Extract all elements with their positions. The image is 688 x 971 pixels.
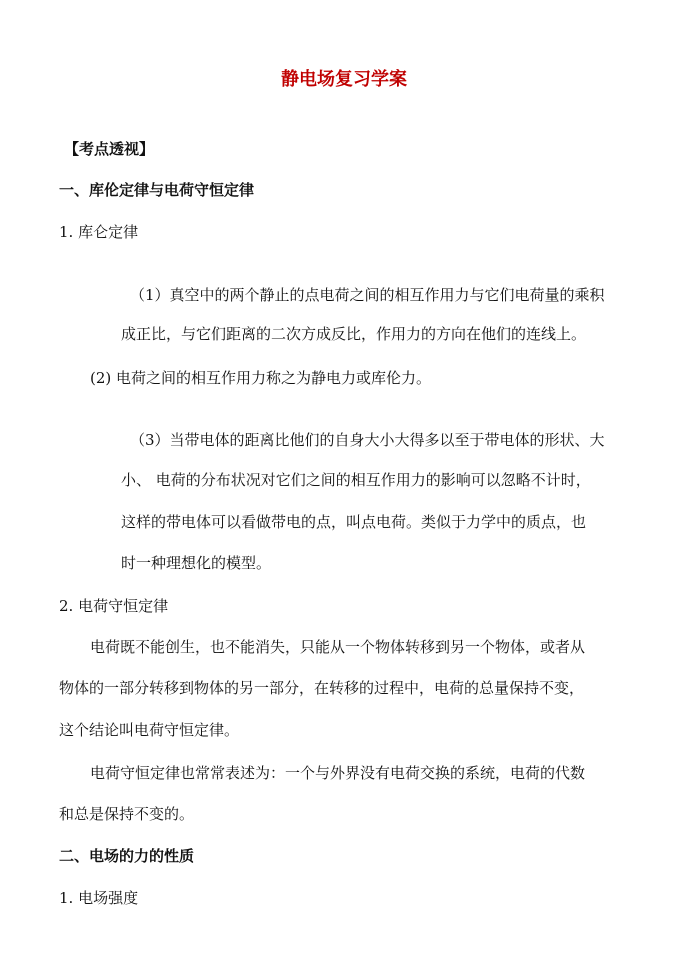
subheading-field-strength: 1. 电场强度: [59, 889, 139, 907]
paragraph-line: (2) 电荷之间的相互作用力称之为静电力或库伦力。: [90, 369, 432, 387]
heading-coulomb-and-charge-conservation: 一、库伦定律与电荷守恒定律: [59, 181, 255, 199]
heading-electric-field-force: 二、电场的力的性质: [59, 847, 195, 865]
subheading-charge-conservation: 2. 电荷守恒定律: [59, 597, 169, 615]
paragraph-line: 和总是保持不变的。: [59, 805, 195, 823]
paragraph-line: 时一种理想化的模型。: [121, 554, 272, 572]
paragraph-line: 物体的一部分转移到物体的另一部分，在转移的过程中，电荷的总量保持不变，: [59, 679, 585, 697]
subheading-coulomb-law: 1. 库仑定律: [59, 223, 139, 241]
paragraph-line: （3）当带电体的距离比他们的自身大小大得多以至于带电体的形状、大: [130, 431, 605, 449]
paragraph-line: 这个结论叫电荷守恒定律。: [59, 721, 240, 739]
page-title: 静电场复习学案: [281, 69, 407, 90]
paragraph-line: 电荷守恒定律也常常表述为：一个与外界没有电荷交换的系统，电荷的代数: [90, 764, 586, 782]
paragraph-line: 电荷既不能创生，也不能消失，只能从一个物体转移到另一个物体，或者从: [90, 638, 586, 656]
section-tag: 【考点透视】: [64, 140, 155, 158]
paragraph-line: （1）真空中的两个静止的点电荷之间的相互作用力与它们电荷量的乘积: [130, 286, 605, 304]
paragraph-line: 这样的带电体可以看做带电的点，叫点电荷。类似于力学中的质点，也: [121, 513, 587, 531]
paragraph-line: 小、 电荷的分布状况对它们之间的相互作用力的影响可以忽略不计时，: [121, 471, 591, 489]
paragraph-line: 成正比，与它们距离的二次方成反比，作用力的方向在他们的连线上。: [121, 325, 587, 343]
